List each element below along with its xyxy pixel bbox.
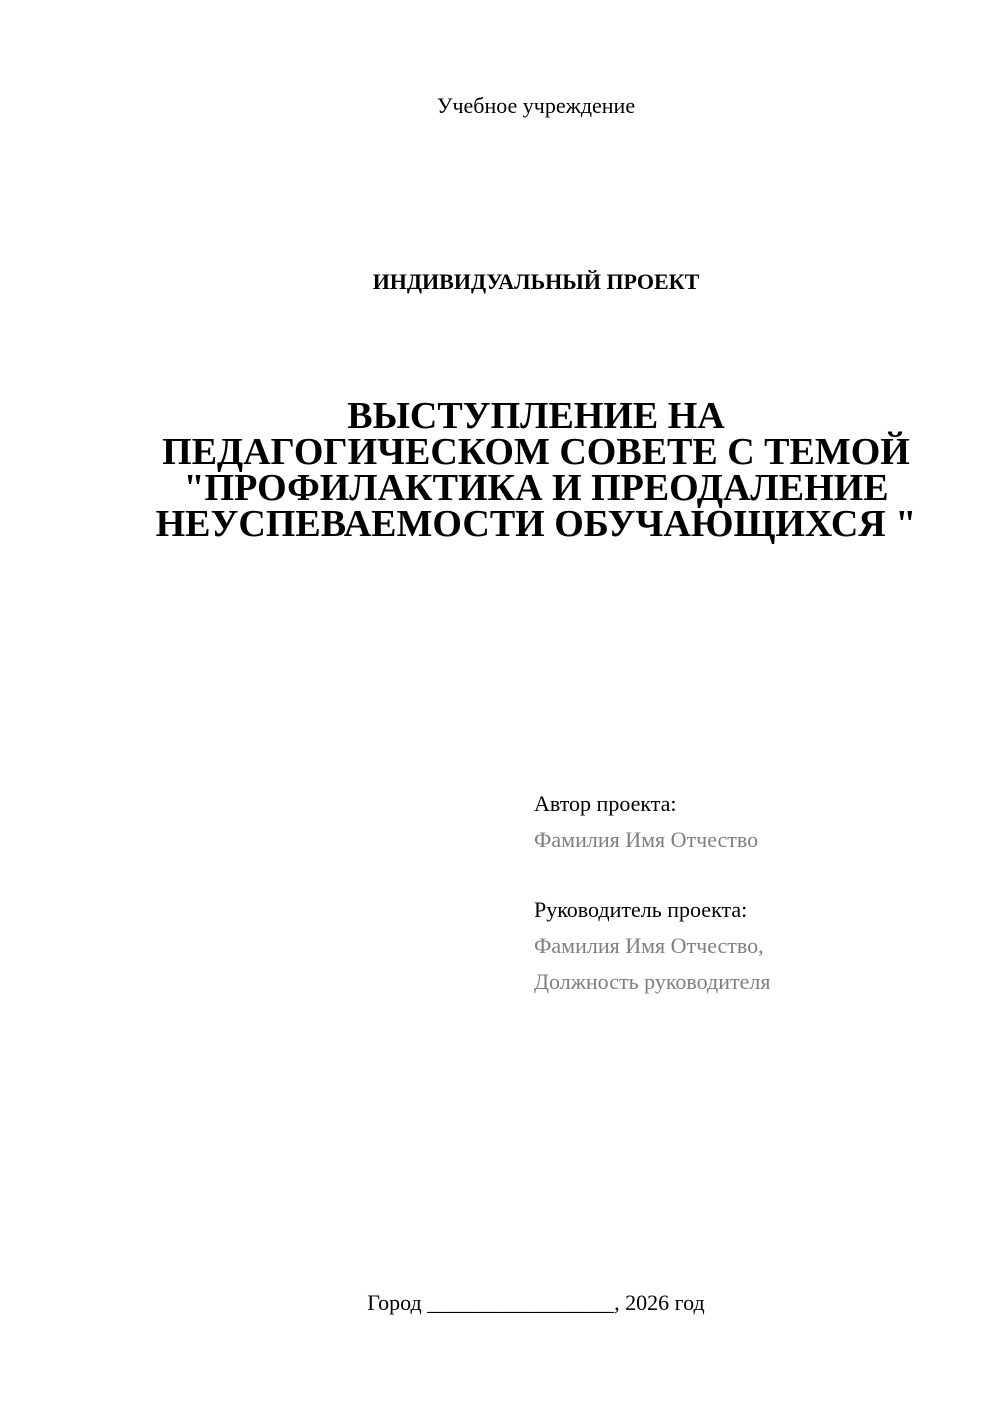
author-label: Автор проекта: — [534, 791, 677, 816]
project-title-line: ВЫСТУПЛЕНИЕ НА — [347, 395, 725, 437]
project-title — [120, 395, 952, 545]
project-title-line: "ПРОФИЛАКТИКА И ПРЕОДАЛЕНИЕ — [183, 467, 889, 509]
author-name-placeholder: Фамилия Имя Отчество — [534, 827, 759, 852]
project-title-line: НЕУСПЕВАЕМОСТИ ОБУЧАЮЩИХСЯ " — [155, 503, 917, 545]
project-title-line: ПЕДАГОГИЧЕСКОМ СОВЕТЕ С ТЕМОЙ — [162, 431, 910, 473]
supervisor-label: Руководитель проекта: — [534, 897, 748, 922]
supervisor-block — [534, 892, 770, 1000]
supervisor-name-placeholder: Фамилия Имя Отчество, — [534, 933, 764, 958]
project-type-heading: ИНДИВИДУАЛЬНЫЙ ПРОЕКТ — [372, 269, 700, 294]
city-year-footer: Город _________________, 2026 год — [367, 1290, 705, 1315]
supervisor-position-placeholder: Должность руководителя — [534, 969, 771, 994]
author-block — [534, 786, 758, 858]
institution-name: Учебное учреждение — [436, 93, 636, 118]
